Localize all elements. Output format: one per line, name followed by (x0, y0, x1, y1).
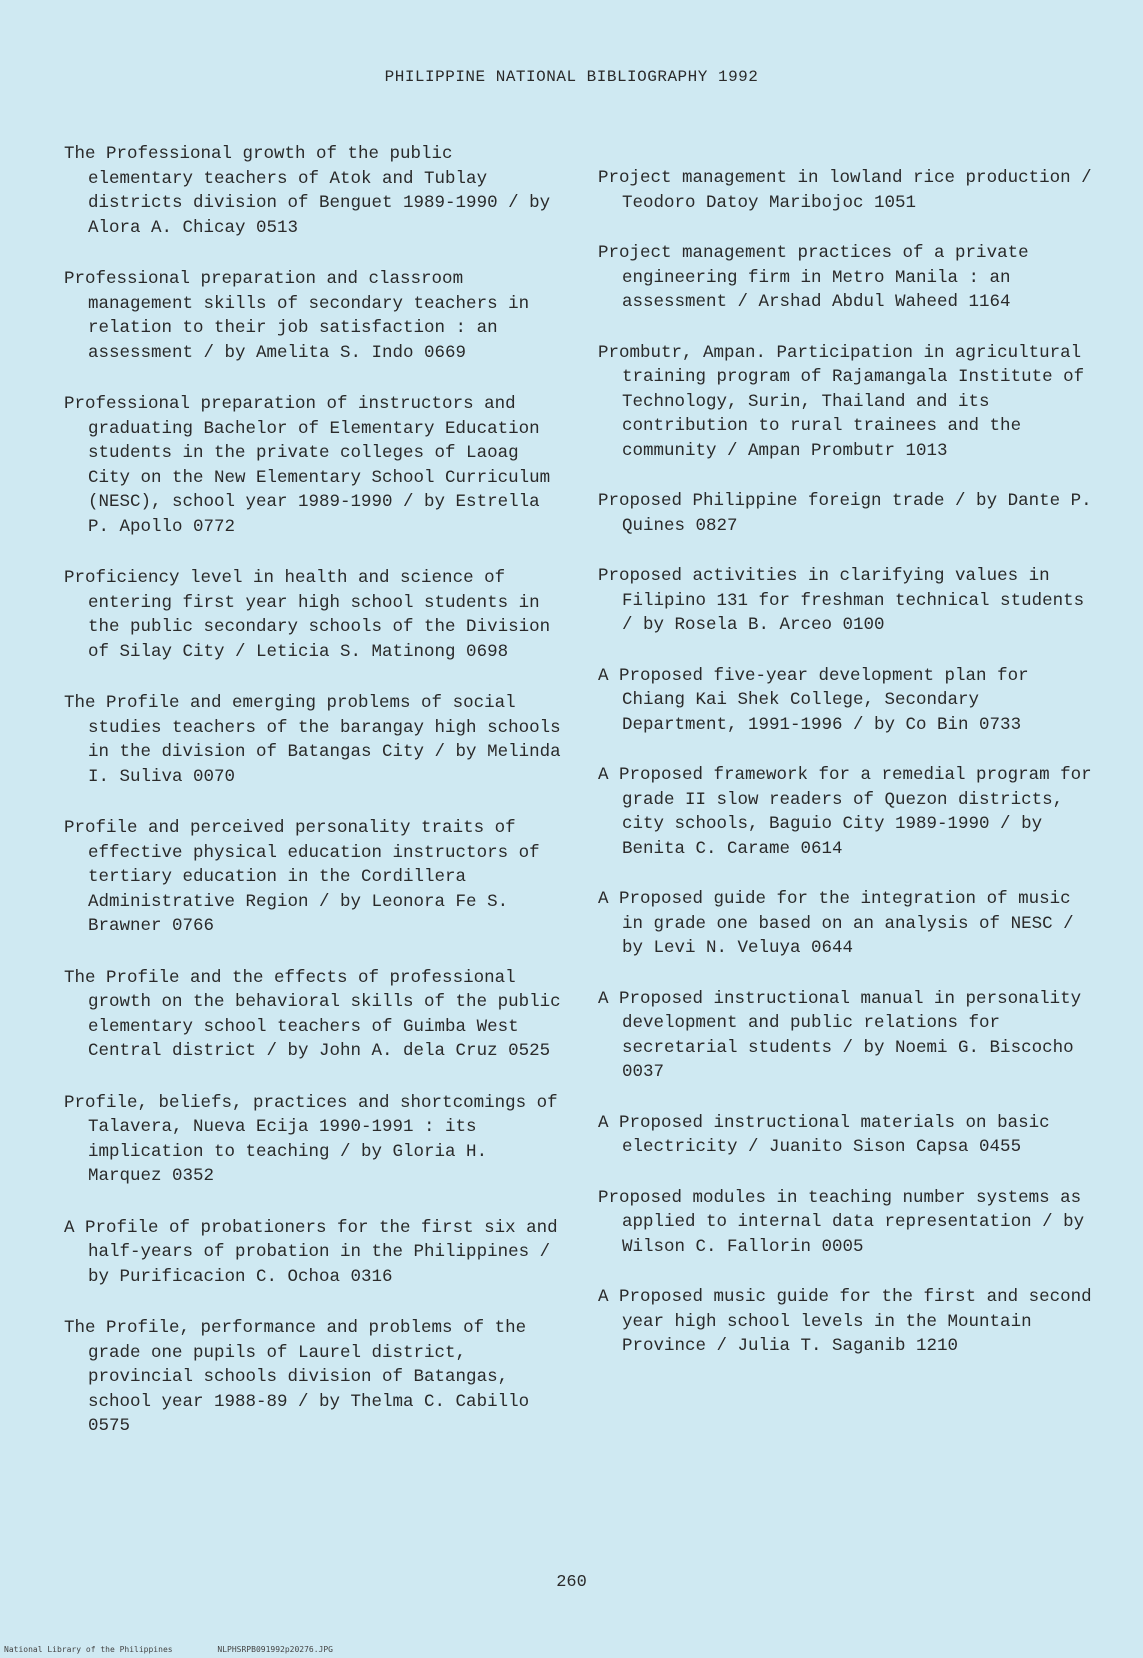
bibliography-entry: The Professional growth of the public elementary teachers of Atok and Tublay districts division of Benguet 1989-1990 / by Alora A. Chicay 0513 (64, 144, 551, 238)
page-header: PHILIPPINE NATIONAL BIBLIOGRAPHY 1992 (384, 68, 759, 86)
footer-file: NLPHSRPB091992p20276.JPG (217, 1645, 333, 1654)
bibliography-entry: A Proposed music guide for the first and second year high school levels in the Mountain Province / Julia T. Saganib 1210 (598, 1287, 1092, 1356)
bibliography-entry: A Proposed instructional materials on basic electricity / Juanito Sison Capsa 0455 (598, 1112, 1050, 1157)
bibliography-entry: Proposed activities in clarifying values in Filipino 131 for freshman technical students / by Rosela B. Arceo 0100 (598, 566, 1085, 635)
bibliography-entry: A Profile of probationers for the first six and half-years of probation in the Philippines / by Purificacion C. Ochoa 0316 (64, 1217, 558, 1287)
bibliography-entry: The Profile and emerging problems of social studies teachers of the barangay high schools in the division of Batangas City / by Melinda I. Suliva 0070 (64, 693, 561, 787)
bibliography-entry: A Proposed framework for a remedial program for grade II slow readers of Quezon districts, city schools, Baguio City 1989-1990 / by Benita C. Carame 0614 (598, 765, 1092, 859)
bibliography-entry: Project management in lowland rice production / Teodoro Datoy Maribojoc 1051 (598, 168, 1092, 213)
bibliography-entry: A Proposed five-year development plan for Chiang Kai Shek College, Secondary Department, 1991-1996 / by Co Bin 0733 (598, 665, 1029, 735)
bibliography-entry: A Proposed guide for the integration of music in grade one based on an analysis of NESC / by Levi N. Veluya 0644 (598, 889, 1074, 958)
left-column (64, 142, 564, 1466)
bibliography-entry: The Profile, performance and problems of the grade one pupils of Laurel district, provincial schools division of Batangas, school year 1988-89 / by Thelma C. Cabillo 0575 (64, 1318, 530, 1436)
scan-footer (4, 1645, 373, 1654)
footer-library: National Library of the Philippines (4, 1645, 173, 1654)
bibliography-entry: Proficiency level in health and science of entering first year high school students in the public secondary schools of the Division of Silay City / Leticia S. Matinong 0698 (64, 568, 551, 662)
bibliography-entry: Profile and perceived personality traits of effective physical education instructors of tertiary education in the Cordillera Administrative Region / by Leonora Fe S. Brawner 0766 (64, 818, 540, 936)
bibliography-entry: Proposed Philippine foreign trade / by Dante P. Quines 0827 (598, 491, 1092, 536)
bibliography-entry: A Proposed instructional manual in personality development and public relations for secretarial students / by Noemi G. Biscocho 0037 (598, 988, 1082, 1082)
bibliography-entry: Prombutr, Ampan. Participation in agricultural training program of Rajamangala Institute of Technology, Surin, Thailand and its contribution to rural trainees and the community / Ampan Prombutr 1013 (598, 342, 1085, 461)
right-column (598, 166, 1098, 1385)
bibliography-entry: Project management practices of a private engineering firm in Metro Manila : an assessment / Arshad Abdul Waheed 1164 (598, 243, 1029, 312)
bibliography-entry: Profile, beliefs, practices and shortcomings of Talavera, Nueva Ecija 1990-1991 : its implication to teaching / by Gloria H. Marquez 0352 (64, 1092, 558, 1186)
page-number: 260 (556, 1573, 587, 1592)
bibliography-entry: Professional preparation of instructors and graduating Bachelor of Elementary Education students in the private colleges of Laoag City on the New Elementary School Curriculum (NESC), school year 1989-1990 / by Estrella P. Apollo 0772 (64, 394, 551, 537)
bibliography-entry: Proposed modules in teaching number systems as applied to internal data representation / by Wilson C. Fallorin 0005 (598, 1187, 1085, 1257)
bibliography-entry: The Profile and the effects of professional growth on the behavioral skills of the public elementary school teachers of Guimba West Central district / by John A. dela Cruz 0525 (64, 967, 561, 1061)
bibliography-entry: Professional preparation and classroom management skills of secondary teachers in relation to their job satisfaction : an assessment / by Amelita S. Indo 0669 (64, 269, 530, 363)
